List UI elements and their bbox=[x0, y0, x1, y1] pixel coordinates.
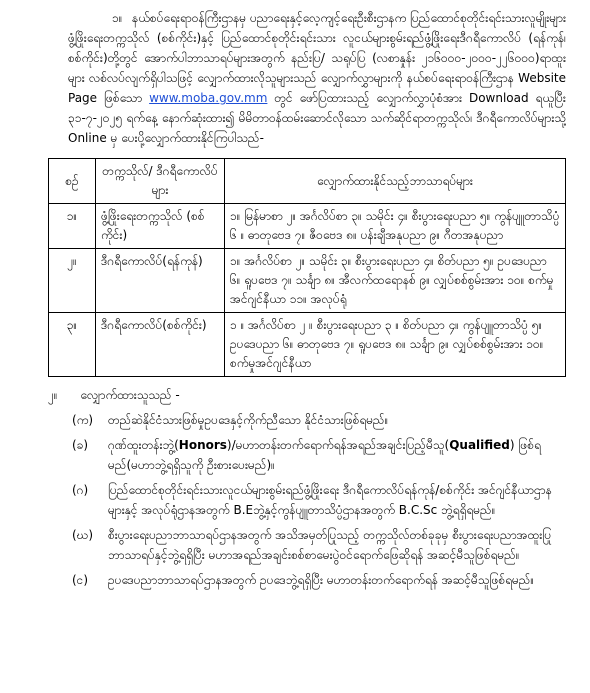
header-subjects: လျှောက်ထားနိုင်သည့်ဘာသာရပ်များ bbox=[225, 159, 566, 204]
row-number: ၃။ bbox=[49, 313, 96, 377]
row-number: ၂။ bbox=[49, 249, 96, 313]
row-number: ၁။ bbox=[49, 204, 96, 249]
item-label: (င) bbox=[72, 573, 89, 587]
item-text: စီးပွားရေးပညာဘာသာရပ်ဌာနအတွက် အသိအမှတ်ပြုသည့် တက္ကသိုလ်တစ်ခုခုမှ စီးပွားရေးပညာအထူးပြုဘာသာရပ်နှင့်ဘွဲ့ရရှိပြီး မဟာအရည်အချင်းစစ်စာမေးပွဲဝင်ရောက်ဖြေဆိုရန် အဆင့်မီသူဖြစ်ရမည်။ bbox=[108, 528, 552, 562]
row-institution: ဖွံ့ဖြိုးရေးတက္ကသိုလ် (စစ်ကိုင်း) bbox=[96, 204, 225, 249]
table-row bbox=[49, 204, 566, 249]
item-label: (ဂ) bbox=[72, 483, 89, 497]
item-label: (ဃ) bbox=[72, 528, 94, 542]
item-label: (က) bbox=[72, 413, 94, 427]
item-bold-honors: Honors bbox=[178, 438, 227, 452]
section-heading: လျှောက်ထားသူသည် - bbox=[80, 388, 180, 402]
section-number: ၂။ bbox=[48, 388, 58, 402]
paragraph-number: ၁။ bbox=[112, 11, 123, 25]
item-text: တည်ဆဲနိုင်ငံသားဖြစ်မှုဥပဒေနှင့်ကိုက်ညီသော နိုင်ငံသားဖြစ်ရမည်။ bbox=[108, 413, 389, 427]
item-text: ဥပဒေပညာဘာသာရပ်ဌာနအတွက် ဥပဒေဘွဲ့ရရှိပြီး မဟာတန်းတက်ရောက်ရန် အဆင့်မီသူဖြစ်ရမည်။ bbox=[108, 573, 535, 587]
item-text: ) ဖြစ်ရမည်(မဟာဘွဲ့ရရှိသူကို ဦးစားပေးမည်)။ bbox=[108, 438, 541, 472]
intro-text-2: တွင် ဖော်ပြထားသည့် လျှောက်လွှာပုံစံအား Download ရယူပြီး ၃၁-၇-၂၀၂၅ ရက်နေ့ နောက်ဆုံးထား၍ မိမိတာဝန်ထမ်းဆောင်လိုသော သက်ဆိုင်ရာတက္ကသိုလ်၊ ဒီဂရီကောလိပ်များသို့ Online မှ ပေးပို့လျှောက်ထားနိုင်ကြပါသည်- bbox=[68, 91, 566, 145]
row-subjects: ၁။ မြန်မာစာ ၂။ အင်္ဂလိပ်စာ ၃။ သမိုင်း ၄။ စီးပွားရေးပညာ ၅။ ကွန်ပျူတာသိပ္ပံ ၆ ။ ဓာတုဗေဒ ၇။ ဇီဝဗေဒ ၈။ ပန်းချီအနုပညာ ၉။ ဂီတအနုပညာ bbox=[225, 204, 566, 249]
section-2-heading bbox=[48, 385, 566, 405]
item-bold-qualified: Qualified bbox=[449, 438, 510, 452]
row-institution: ဒီဂရီကောလိပ်(ရန်ကုန်) bbox=[96, 249, 225, 313]
subjects-table bbox=[48, 158, 566, 377]
item-text: ဂုဏ်ထူးတန်းဘွဲ့( bbox=[108, 438, 179, 452]
website-link[interactable]: www.moba.gov.mm bbox=[149, 91, 268, 105]
row-institution: ဒီဂရီကောလိပ်(စစ်ကိုင်း) bbox=[96, 313, 225, 377]
intro-paragraph bbox=[68, 8, 566, 148]
item-label: (ခ) bbox=[72, 438, 89, 452]
row-subjects: ၁ ။ အင်္ဂလိပ်စာ ၂ ။ စီးပွားရေးပညာ ၃ ။ စိတ်ပညာ ၄။ ကွန်ပျူတာသိပ္ပံ ၅။ ဥပဒေပညာ ၆။ ဓာတုဗေဒ ၇။ ရူပဗေဒ ၈။ သင်္ချာ ၉။ လျှပ်စစ်စွမ်းအား ၁၀။ စက်မှုအင်ဂျင်နီယာ bbox=[225, 313, 566, 377]
row-subjects: ၁။ အင်္ဂလိပ်စာ ၂။ သမိုင်း ၃။ စီးပွားရေးပညာ ၄။ စိတ်ပညာ ၅။ ဥပဒေပညာ ၆။ ရူပဗေဒ ၇။ သင်္ချာ ၈။ အီလက်ထရောနစ် ၉။ လျှပ်စစ်စွမ်းအား ၁၀။ စက်မှုအင်ဂျင်နီယာ ၁၁။ အလုပ်ရုံ bbox=[225, 249, 566, 313]
table-row bbox=[49, 249, 566, 313]
table-header-row bbox=[49, 159, 566, 204]
table-row bbox=[49, 313, 566, 377]
requirement-item bbox=[48, 410, 566, 430]
requirement-item bbox=[48, 480, 566, 520]
header-no: စဉ် bbox=[49, 159, 96, 204]
header-institution: တက္ကသိုလ်/ ဒီဂရီကောလိပ်များ bbox=[96, 159, 225, 204]
intro-text-1: နယ်စပ်ရေးရာဝန်ကြီးဌာနမှ ပညာရေးနှင့်လေ့ကျင့်ရေးဦးစီးဌာနက ပြည်ထောင်စုတိုင်းရင်းသားလူမျိုးများဖွံ့ဖြိုးရေးတက္ကသိုလ် (စစ်ကိုင်း)နှင့် ပြည်ထောင်စုတိုင်းရင်းသား လူငယ်များစွမ်းရည်ဖွံ့ဖြိုးရေးဒီဂရီကောလိပ် (ရန်ကုန်၊ စစ်ကိုင်း)တို့တွင် အောက်ပါဘာသာရပ်များအတွက် နည်းပြ/ သရုပ်ပြ (လစာနှုန်း ၂၁၆၀၀၀-၂၀၀၀-၂၂၆၀၀၀)ရာထူးများ လစ်လပ်လျက်ရှိပါသဖြင့် လျှောက်ထားလိုသူများသည် လျှောက်လွှာများကို နယ်စပ်ရေးရာဝန်ကြီးဌာန Website Page ဖြစ်သော bbox=[68, 11, 567, 105]
requirement-item bbox=[48, 435, 566, 475]
requirement-item bbox=[48, 570, 566, 590]
item-text: )/မဟာတန်းတက်ရောက်ရန်အရည်အချင်းပြည့်မီသူ( bbox=[226, 438, 450, 452]
item-text: ပြည်ထောင်စုတိုင်းရင်းသားလူငယ်များစွမ်းရည်ဖွံ့ဖြိုးရေး ဒီဂရီကောလိပ်ရန်ကုန်/စစ်ကိုင်း အင်ဂျင်နီယာဌာနများနှင့် အလုပ်ရုံဌာနအတွက် B.Eဘွဲ့နှင့်ကွန်ပျူတာသိပ္ပံဌာနအတွက် B.C.Sc ဘွဲ့ရရှိရမည်။ bbox=[108, 483, 552, 517]
requirement-item bbox=[48, 525, 566, 565]
